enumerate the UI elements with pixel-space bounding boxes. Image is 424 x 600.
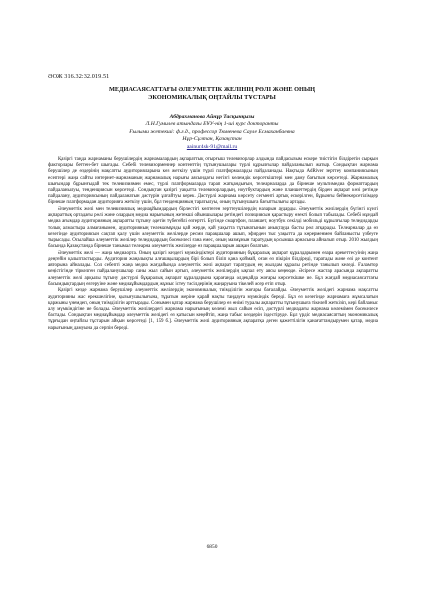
title-line: МЕДИАСАЯСАТТАҒЫ ӘЛЕУМЕТТІК ЖЕЛІНІҢ РӨЛІ ЖӘНЕ ОНЫҢ	[108, 86, 316, 93]
author-email-link[interactable]: aainur4sk-91@mail.ru	[186, 143, 238, 150]
author-name: Абдрахманова Айнұр Тасқынқызы	[169, 114, 255, 120]
body-text	[48, 157, 378, 332]
supervisor-line: Ғылыми жетекші: ф.ғ.д., профессор Тюменева Сауле Есмаханбаевна	[129, 128, 295, 135]
body-paragraph: Әлеуметтік желі мен телевизиялық медиаұйымдардың бірлестігі көптеген зерттеушілердің назарын аударды. Әлеуметтік желілердің бүгінгі күнгі ақпараттық ортадағы рөлі және олардың медиа нарығының жетекші ойыншылары ретіндегі позициясын қарастыру өзекті болып табылады. Себебі мұндай медиа ағымдар аудиторияның ақпаратты тұтыну әдетін түбегейлі өзгертті. Бүгінде смартфон, планшет, ноутбук секілді мобильді құрылғылар теледидарды толық алмастыра алмағанымен, аудиторияның телемазмұнды қай жерде, қай уақытта тұтынатынын анықтауда басты рөл атқарады. Телеарналар да өз кезегінде аудиториясын сақтап қалу үшін әлеуметтік желілерде ресми парақшалар ашып, эфирден тыс уақытта да көрерменмен байланысты үзбеуге тырысады. Осылайша әлеуметтік желілер теледидардың бәсекелесі ғана емес, оның мазмұнын таратудың қосымша арнасына айналып отыр. 2010 жылдың басында Қазақстанда бірнеше танымал телеарна әлеуметтік желілерде өз парақшаларын ашқан болатын.	[48, 207, 378, 250]
author-block	[48, 114, 376, 151]
author-city: Нұр-Сұлтан, Қазақстан	[182, 136, 242, 143]
page-number: 6850	[206, 544, 218, 550]
udk-code: ӘОЖ 316.32:32.019.51	[48, 73, 110, 80]
body-paragraph: Әлеуметтік желі — жаңа медиаорта. Оның қазіргі кездегі мүмкіндіктері аудиторияның бұқаралық ақпарат құралдарымен өзара әрекеттесуінің жаңа деңгейін қалыптастырды. Аудитория жаңалықты алғашқылардың бірі болып біліп қана қоймай, оған өз пікірін білдіреді, таратады және өзі де контент авторына айналады. Сол себепті жаңа медиа жағдайында әлеуметтік желі ақпарат таратудың ең жылдам құралы ретінде танылып келеді. Ғаламтор кеңістігінде тіркелген пайдаланушылар саны жыл сайын артып, әлеуметтік желілердің ықпал ету аясы кеңеюде. Әсіресе жастар арасында ақпаратты әлеуметтік желі арқылы тұтыну дәстүрлі бұқаралық ақпарат құралдарына қарағанда әлдеқайда жоғары көрсеткішке ие. Бұл жағдай медиасаясаттағы басымдықтардың өзгеруіне және медиаұйымдардың жұмыс істеу тәсілдерінің жаңаруына тікелей әсер етіп отыр.	[48, 250, 378, 287]
body-paragraph: Қазіргі кезде жарнама берушілер әлеуметтік желілердің экономикалық тиімділігін жоғары бағалайды. Әлеуметтік желідегі жарнама мақсатты аудиторияны жас ерекшелігіне, қызығушылығына, тұратын жеріне қарай нақты таңдауға мүмкіндік береді. Бұл өз кезегінде жарнамаға жұмсалатын қаржыны үнемдеп, оның тиімділігін арттырады. Сонымен қатар жарнама берушілер өз өнімі туралы ақпаратты тұтынушыға тікелей жеткізіп, кері байланыс алу мүмкіндігіне ие болады. Әлеуметтік желілердегі жарнама нарығының көлемі жыл сайын өсіп, дәстүрлі медиадағы жарнама көлемімен бәсекелесе бастады. Сондықтан медиаұйымдар әлеуметтік желідегі өз қатысын кеңейтіп, жаңа табыс көздерін іздестіруде. Бұл үрдіс медиасаясаттың экономикалық тұрғыдан оңтайлы тұстарын айқын көрсетеді [1, 159 б.]. Әлеуметтік желі аудиторияның ақпаратқа деген қажеттілігін қанағаттандырумен қатар, медиа нарығының дамуына да серпін береді.	[48, 288, 378, 331]
title-line: ЭКОНОМИКАЛЫҚ ОҢТАЙЛЫ ТҰСТАРЫ	[148, 94, 276, 101]
body-paragraph: Қазіргі таңда жарнаманы берушілердің жарнамалардың ақпараттық отырғыш телевизорлар алдында пайдасызым ескере тиістігін білдіретін сырқын факторлары беттен-бет шығады. Себебі телевизорменнер контенттің тұтынушылары түрлі құрылғылар пайдаланылып жатыр. Сондықтан жарнама берушілер де өздерінің мақсатты аудиторияларына көз жеткізу үшін түрлі платформаларды пайдаланады. Нақтыда AdRiver зерттеу компаниясының есептері жаңа сайты интернет-жарнаманың жарнамалық нарығы аясындағы негізгі көлемдік көрсеткіштері мен даму бағытын көрсетеді. Жарнамалық шығындар бұрынғыдай тек телевизиямен емес, түрлі платформаларда тарап жатқандығын, телеарналарда да бірнеше мультимедиа форматтардың пайдаланылуы, тенденциясын көрсетеді. Сондықтан қазіргі уақытта телевизорлардың, ноутбуктардың және планшеттердің бірден ақпарат көзі ретінде пайдалану, аудиториясының пайдаланатын дәстүрін ұлғайтуы керек. Дәстүрлі жарнама көрсету сегменті артық ескерілген, бұрынғы бейнекөрсетілімдер бірнеше платформадан аудиторияға жеткізу үшін, бұл тенденцияның таратылуы, оның тұтынушыға бағыттылығы артады.	[48, 157, 378, 206]
paper-title	[48, 86, 376, 102]
author-affiliation: Л.Н.Гумилев атындағы ЕҰУ-нің 1-ші курс докторанты	[145, 121, 279, 128]
